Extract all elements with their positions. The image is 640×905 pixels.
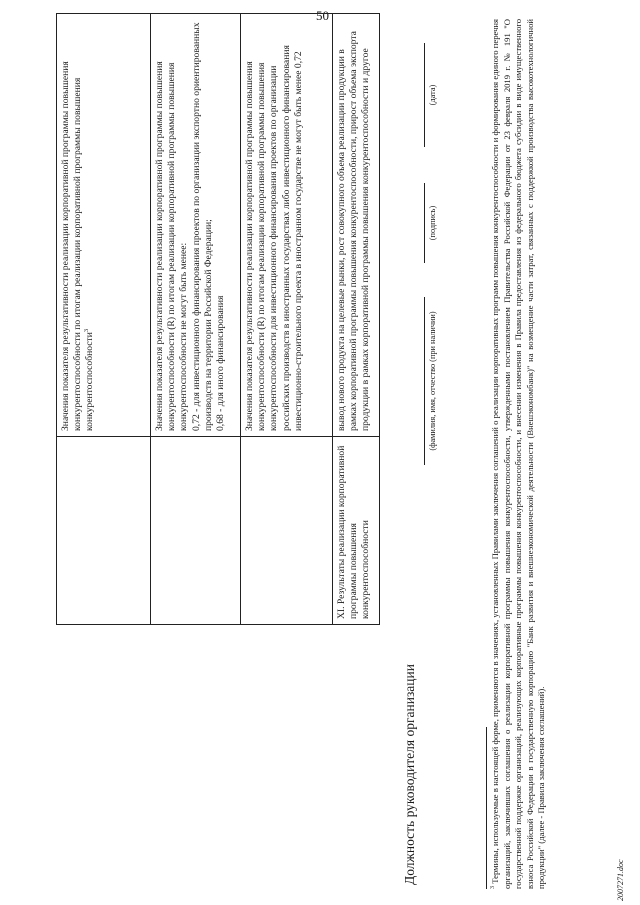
- row-4-text: вывод нового продукта на целевые рынки, рост совокупного объема реализации продукции в рамках корпоративной программы повышения конкурентоспособности, прирост объема экспорта продукции в рамках корпоративной программы повышения конкурентоспособности и другое: [336, 31, 372, 431]
- row-2-line-1: Значения показателя результативности реализации корпоративной программы повышения конкурентоспособности (R) по итогам реализации корпоративной программы повышения конкурентоспособности не могут быть менее:: [154, 61, 190, 431]
- page-number: 50: [316, 8, 329, 23]
- table-cell-left-4: [333, 436, 379, 624]
- table-cell-right-1: [57, 14, 151, 436]
- footnote-marker: 3: [490, 886, 497, 889]
- position-title: Должность руководителя организации: [402, 664, 417, 885]
- row-2-line-2: 0,72 - для инвестиционного финансирования проектов по организации экспортно ориентированных производств на территории Российской Федерации;: [190, 22, 214, 431]
- name-line: [424, 297, 425, 465]
- signature-caption: (подпись): [428, 205, 437, 241]
- row-1-text: Значения показателя результативности реализации корпоративной программы повышения конкурентоспособности по итогам реализации корпоративной программы повышения конкурентоспособности: [60, 61, 96, 431]
- table-cell-left-1: [57, 436, 151, 624]
- file-id: 2007271.doc: [616, 859, 625, 901]
- table-cell-right-3: [241, 14, 333, 436]
- footnote-ref: 3: [83, 328, 91, 333]
- row-3-text: Значения показателя результативности реализации корпоративной программы повышения конкурентоспособности (R) по итогам реализации корпоративной программы повышения конкурентоспособности для инвестиционного финансирования проектов по организации российских производств в иностранных государствах либо инвестиционного финансирования инвестиционно-строительного проекта в иностранном государстве не могут быть менее 0,72: [244, 45, 304, 431]
- section-xi-title: XI. Результаты реализации корпоративной программы повышения конкурентоспособности: [336, 445, 372, 619]
- date-line: [424, 43, 425, 147]
- footnote-text: Термины, используемые в настоящей форме, применяются в значениях, установленных Правилами заключения соглашений о реализации корпоративных программ повышения конкурентоспособности и формирования единого перечня организаций, заключивших соглашения о реализации корпоративной программы повышения конкурентоспособности, утвержденными постановлением Правительства Российской Федерации от 23 февраля 2019 г. № 191 "О государственной поддержке организаций, реализующих корпоративные программы повышения конкурентоспособности, и внесении изменения в Правила предоставления из федерального бюджета субсидии в виде имущественного взноса Российской Федерации в государственную корпорацию "Банк развития и внешнеэкономической деятельности (Внешэкономбанк)" на возмещение части затрат, связанных с поддержкой производства высокотехнологичной продукции" (далее - Правила заключения соглашений).: [490, 19, 547, 889]
- table-cell-right-4: [333, 14, 379, 436]
- table-cell-right-2: [151, 14, 241, 436]
- table-cell-left-2: [151, 436, 241, 624]
- footnote-divider: [486, 727, 487, 889]
- signature-line: [424, 183, 425, 263]
- row-2-line-3: 0,68 - для иного финансирования: [215, 295, 227, 431]
- competitiveness-table: [56, 13, 380, 625]
- date-caption: (дата): [428, 84, 437, 106]
- table-cell-left-3: [241, 436, 333, 624]
- signature-block: [402, 15, 446, 885]
- footnote: [490, 19, 548, 889]
- name-caption: (фамилия, имя, отчество (при наличии): [428, 311, 437, 451]
